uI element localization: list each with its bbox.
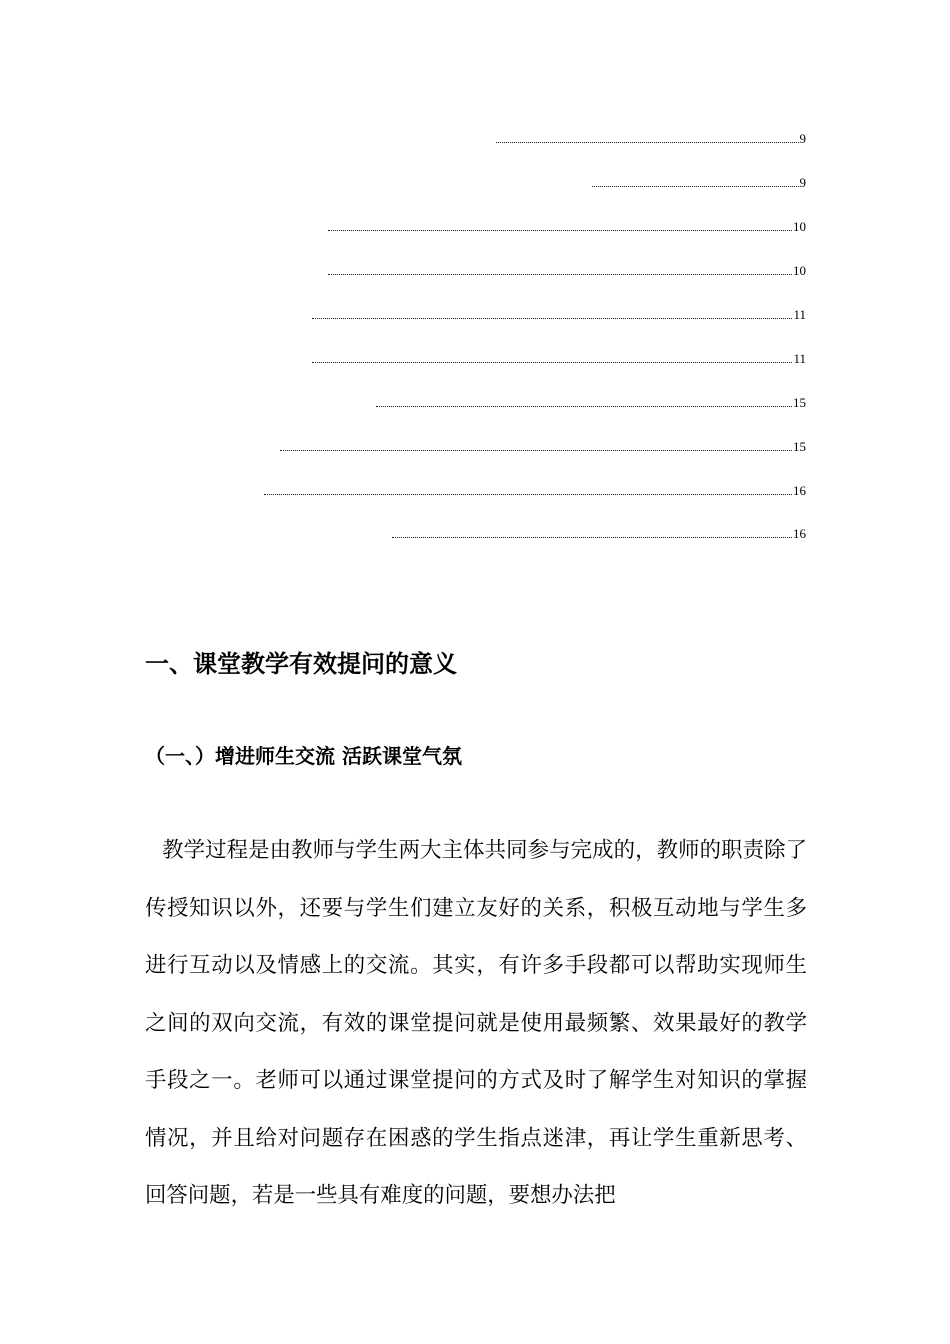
toc-page-number: 16: [793, 526, 806, 541]
toc-leader: [264, 480, 792, 495]
body-paragraph: 教学过程是由教师与学生两大主体共同参与完成的，教师的职责除了传授知识以外，还要与学生们建立友好的关系，积极互动地与学生多进行互动以及情感上的交流。其实，有许多手段都可以帮助实现师生之间的双向交流，有效的课堂提问就是使用最频繁、效果最好的教学手段之一。老师可以通过课堂提问的方式及时了解学生对知识的掌握情况，并且给对问题存在困惑的学生指点迷津，再让学生重新思考、回答问题，若是一些具有难度的问题，要想办法把: [145, 838, 807, 1208]
toc-page-number: 10: [793, 219, 806, 234]
toc-leader: [280, 436, 792, 451]
subsection-heading: （一、）增进师生交流 活跃课堂气氛: [145, 744, 462, 768]
toc-leader: [312, 304, 792, 319]
toc-page-number: 9: [799, 131, 806, 146]
toc-page-number: 15: [793, 439, 806, 454]
toc-entry[interactable]: [312, 347, 806, 367]
toc-entry[interactable]: [312, 303, 806, 323]
toc-leader: [392, 523, 792, 538]
toc-entry[interactable]: [592, 171, 806, 191]
toc-entry[interactable]: [280, 435, 806, 455]
toc-page-number: 16: [793, 483, 806, 498]
toc-entry[interactable]: [328, 215, 806, 235]
toc-page-number: 11: [793, 307, 806, 322]
toc-page-number: 9: [799, 175, 806, 190]
toc-leader: [376, 392, 792, 407]
toc-leader: [328, 216, 792, 231]
toc-entry[interactable]: [264, 479, 806, 499]
toc-leader: [328, 260, 792, 275]
toc-page-number: 15: [793, 395, 806, 410]
toc-entry[interactable]: [376, 391, 806, 411]
toc-page-number: 10: [793, 263, 806, 278]
toc-entry[interactable]: [496, 127, 806, 147]
section-heading: 一、课堂教学有效提问的意义: [145, 649, 457, 678]
toc-leader: [496, 128, 799, 143]
toc-leader: [312, 348, 792, 363]
toc-leader: [592, 172, 799, 187]
toc-entry[interactable]: [392, 522, 806, 542]
toc-page-number: 11: [793, 351, 806, 366]
toc-entry[interactable]: [328, 259, 806, 279]
